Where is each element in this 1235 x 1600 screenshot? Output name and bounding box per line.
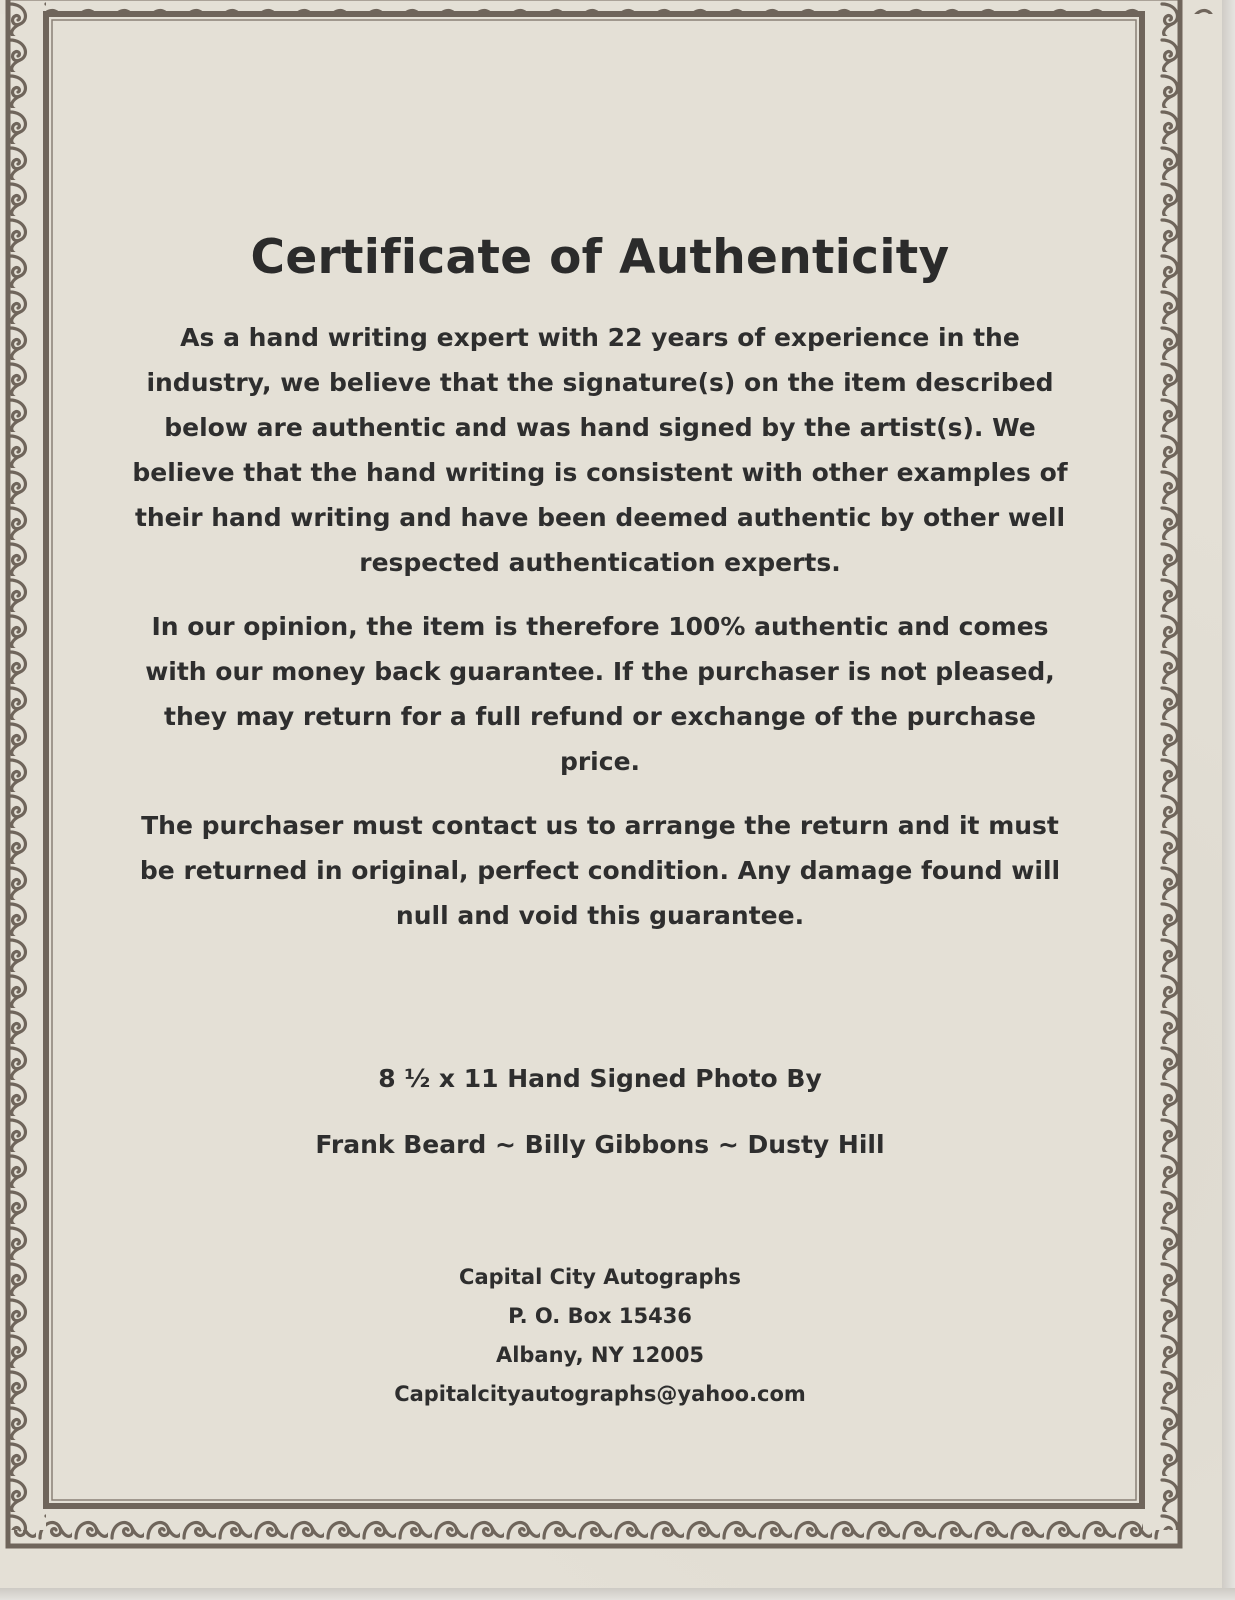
scanner-bottom-edge [0, 1588, 1235, 1600]
certificate-title: Certificate of Authenticity [250, 230, 950, 285]
issuer-name: Capital City Autographs [459, 1265, 741, 1289]
scanner-right-edge [1222, 0, 1235, 1600]
issuer-address-block [120, 1258, 1080, 1414]
certificate-body [120, 230, 1080, 957]
issuer-city-state-zip: Albany, NY 12005 [495, 1343, 705, 1367]
expertise-paragraph: As a hand writing expert with 22 years of experience in the industry, we believe that the signature(s) on the item described below are authentic and was hand signed by the artist(s). We believe that the hand writing is consistent with other examples of their hand writing and have been deemed authentic by other well respected authentication experts. [132, 323, 1068, 577]
item-description: 8 ½ x 11 Hand Signed Photo By [378, 1064, 822, 1093]
return-policy-paragraph: The purchaser must contact us to arrange the return and it must be returned in original, perfect condition. Any damage found will null and void this guarantee. [139, 811, 1061, 930]
item-signers: Frank Beard ~ Billy Gibbons ~ Dusty Hill [315, 1130, 885, 1159]
issuer-po-box: P. O. Box 15436 [508, 1304, 692, 1328]
issuer-email[interactable]: Capitalcityautographs@yahoo.com [394, 1382, 806, 1406]
guarantee-paragraph: In our opinion, the item is therefore 100% authentic and comes with our money back guarantee. If the purchaser is not pleased, they may return for a full refund or exchange of the purchase price. [145, 612, 1055, 776]
